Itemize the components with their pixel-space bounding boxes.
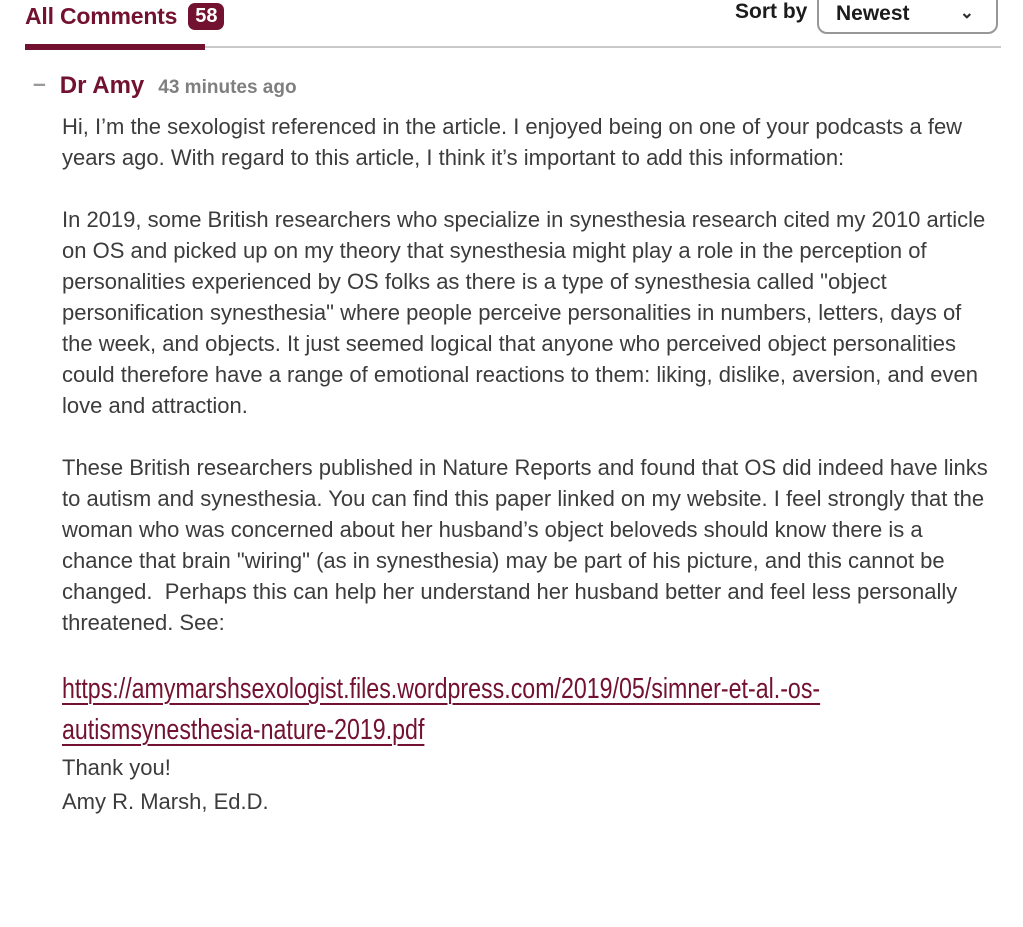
active-tab-underline [25,44,205,50]
tab-all-comments[interactable] [25,3,224,30]
all-comments-label: All Comments [25,3,178,29]
comment-paragraph: These British researchers published in Nature Reports and found that OS did indeed have links to autism and synesthesia. You can find this paper linked on my website. I feel strongly that the woman who was concerned about her husband’s object beloveds should know there is a chance that brain "wiring" (as in synesthesia) may be part of his picture, and this cannot be changed. Perhaps this can help her understand her husband better and feel less personally threatened. See: [62,455,994,635]
sort-by-label: Sort by [735,0,808,23]
pdf-link-line-1: https://amymarshsexologist.files.wordpress.com/2019/05/simner-et-al.-os- [62,673,821,705]
comment-paragraph: Hi, I’m the sexologist referenced in the article. I enjoyed being on one of your podcasts a few years ago. With regard to this article, I think it’s important to add this information: [62,114,969,170]
comment-closing-thanks: Thank you! [62,755,171,780]
comment-timestamp: 43 minutes ago [158,77,297,98]
chevron-down-icon: ⌄ [959,3,974,22]
comment-closing-signature: Amy R. Marsh, Ed.D. [62,789,269,814]
comment-count-badge: 58 [188,3,224,30]
header-divider-line [205,46,1001,48]
comment-header [33,72,1023,100]
collapse-comment-toggle[interactable]: – [33,70,46,96]
pdf-link[interactable] [62,669,990,751]
comments-header [0,0,1023,56]
comment [0,72,1023,819]
comment-body [62,111,994,819]
sort-selected-value: Newest [836,1,910,25]
comment-paragraph: In 2019, some British researchers who specialize in synesthesia research cited my 2010 article on OS and picked up on my theory that synesthesia might play a role in the perception of personalities experienced by OS folks as there is a type of synesthesia called "object personification synesthesia" where people perceive personalities in numbers, letters, days of the week, and objects. It just seemed logical that anyone who perceived object personalities could therefore have a range of emotional reactions to them: liking, dislike, aversion, and even love and attraction. [62,207,992,418]
sort-dropdown[interactable] [817,0,998,34]
pdf-link-line-2: autismsynesthesia-nature-2019.pdf [62,714,425,746]
comment-author[interactable]: Dr Amy [59,72,145,99]
